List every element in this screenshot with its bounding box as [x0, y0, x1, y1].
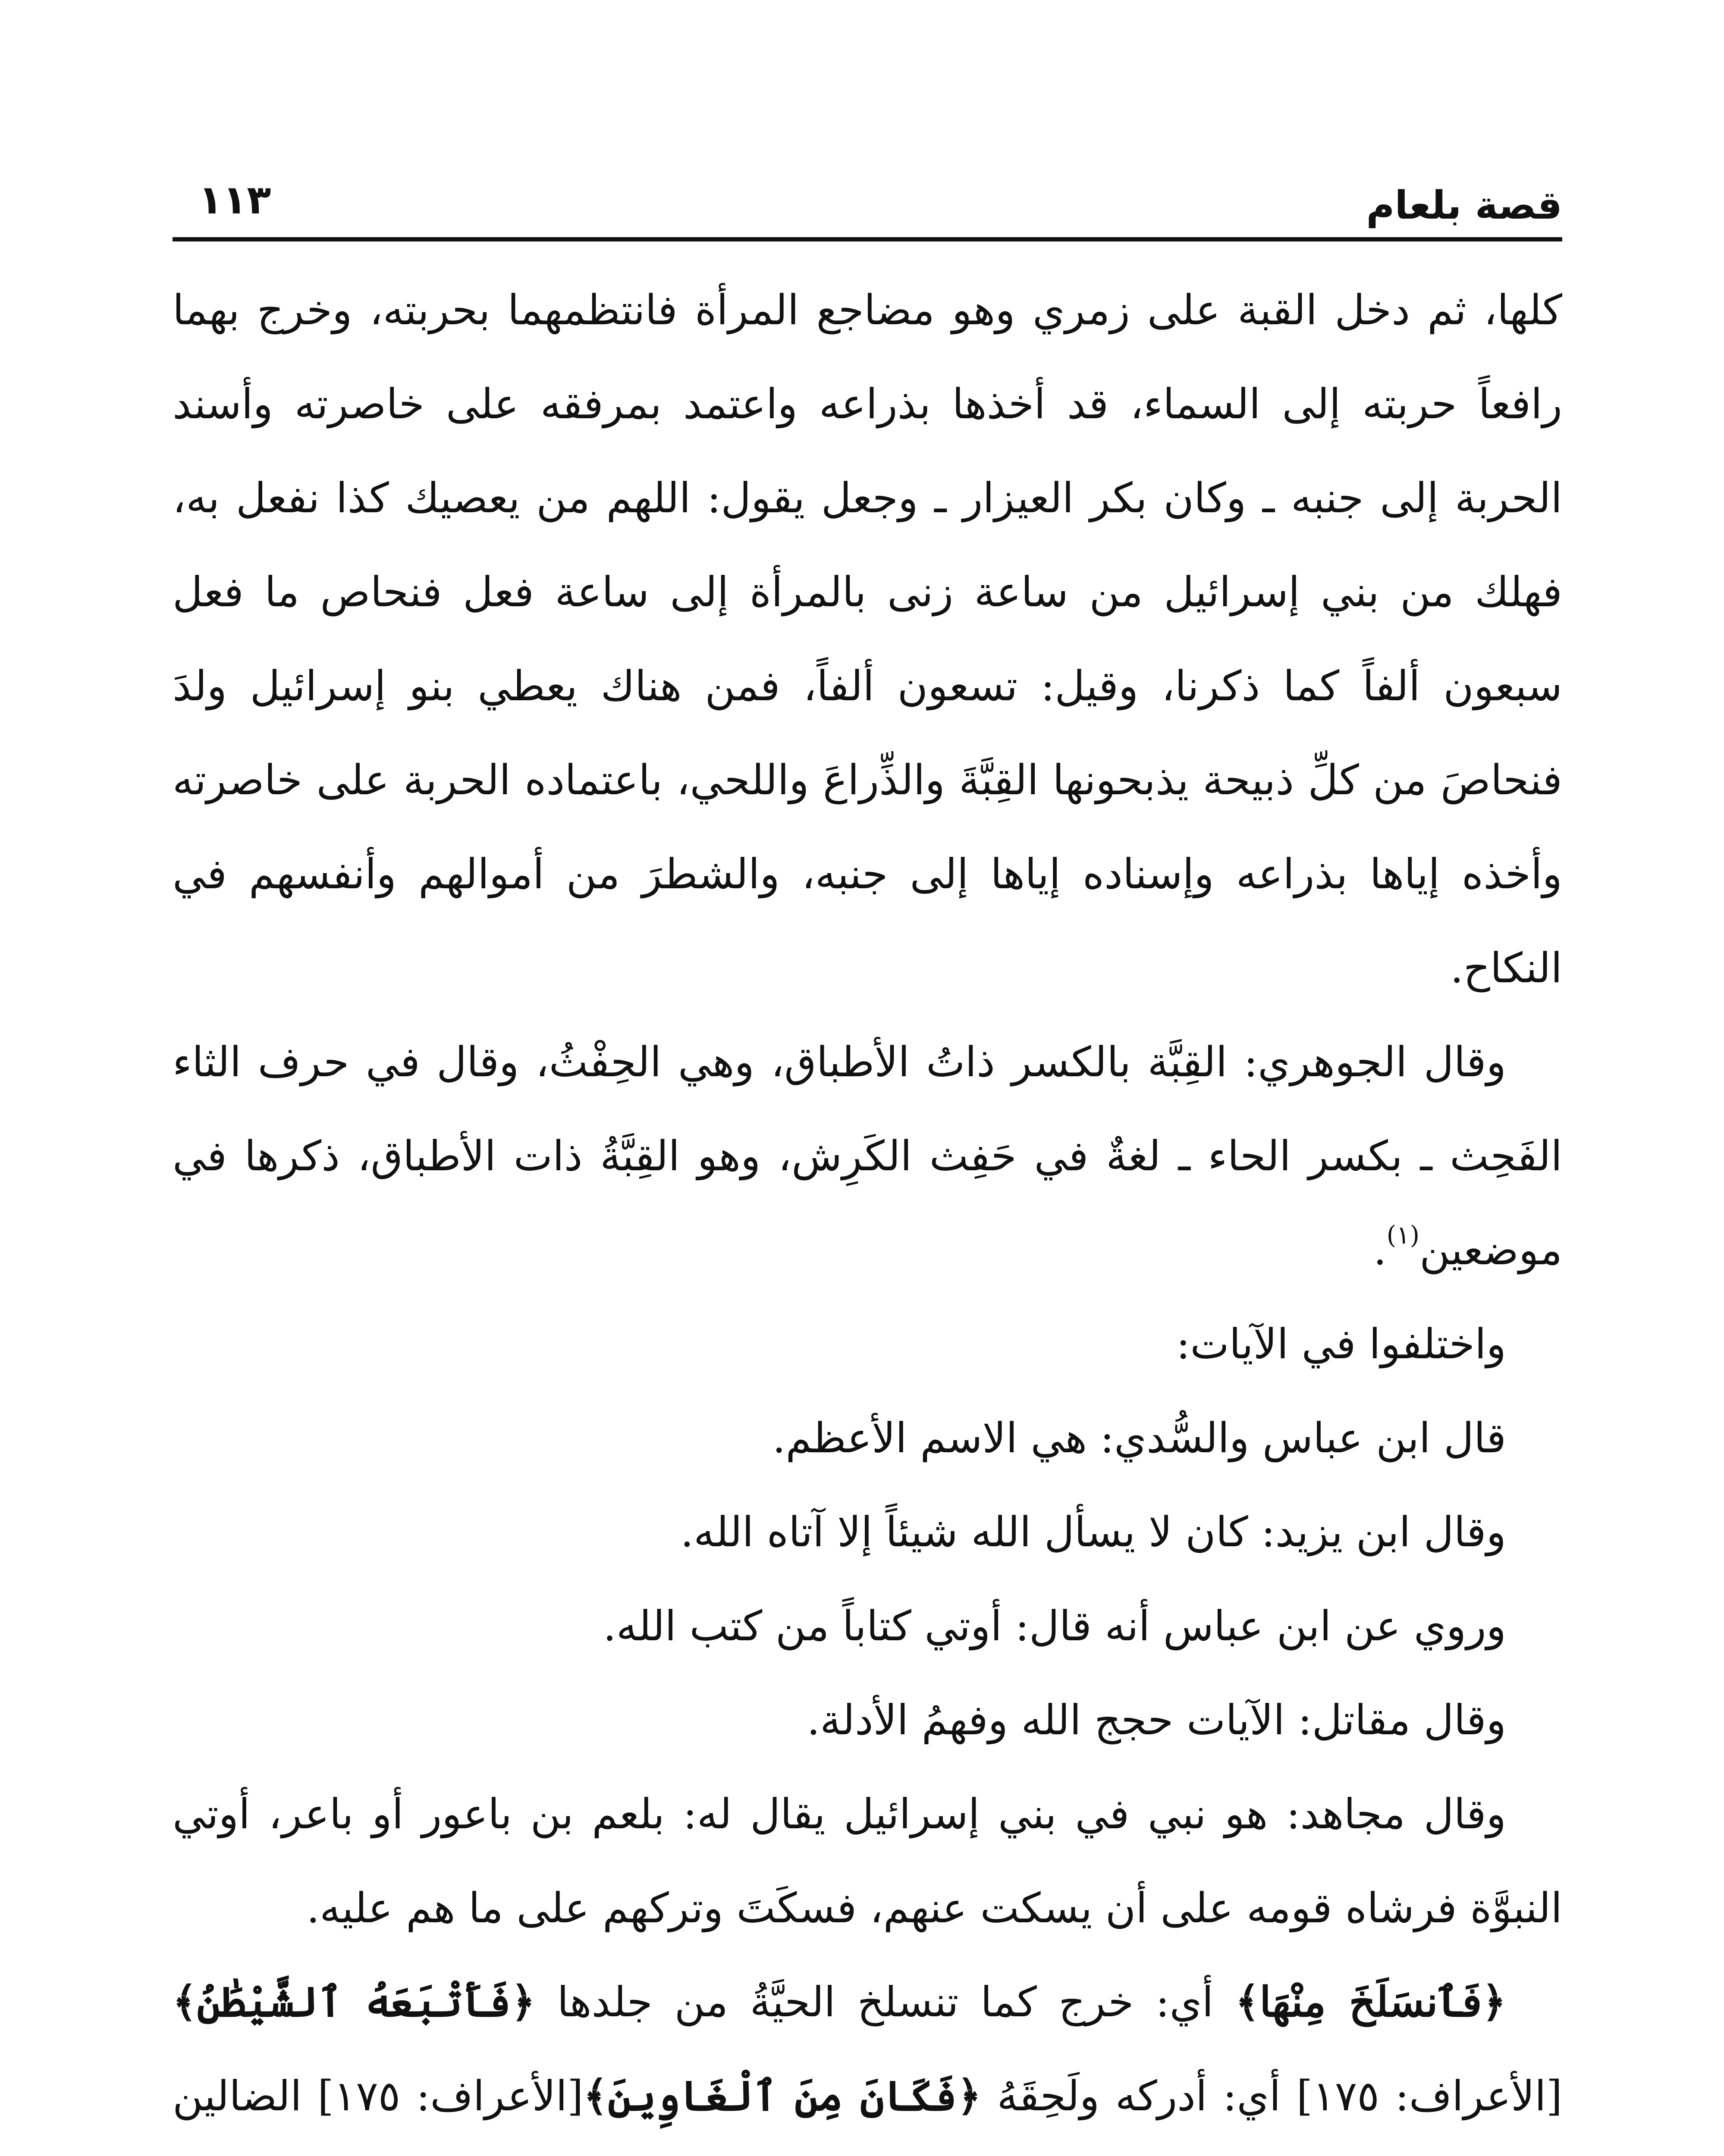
commentary-text: [الأعراف: ١٧٥] أي: أدركه ولَحِقَهُ — [981, 2072, 1563, 2120]
page-number: ١١٣ — [198, 177, 271, 223]
paragraph-2-end: . — [1373, 1226, 1387, 1274]
paragraph-7: وقال مقاتل: الآيات حجج الله وفهمُ الأدلة. — [807, 1696, 1506, 1744]
commentary-text: [الأعراف: ١٧٥] الضالين — [173, 2072, 584, 2120]
paragraph-6: وروي عن ابن عباس أنه قال: أوتي كتاباً من كتب الله. — [603, 1602, 1506, 1650]
paragraph-3: واختلفوا في الآيات: — [1176, 1320, 1506, 1368]
commentary-text: أي: خرج كما تنسلخ الحيَّةُ من جلدها — [535, 1978, 1235, 2026]
main-text — [173, 263, 1562, 2156]
quran-quote: ﴿فَكَانَ مِنَ ٱلْغَاوِينَ﴾ — [583, 2071, 982, 2120]
paragraph-9 — [173, 1955, 1562, 2156]
footnote-reference: (١) — [1386, 1220, 1420, 1250]
chapter-title: قصة بلعام — [1366, 183, 1562, 228]
paragraph-1: كلها، ثم دخل القبة على زمري وهو مضاجع المرأة فانتظمهما بحربته، وخرج بهما رافعاً حربته إلى السماء، قد أخذها بذراعه واعتمد بمرفقه على خاصرته وأسند الحربة إلى جنبه ـ وكان بكر العيزار ـ وجعل يقول: اللهم من يعصيك كذا نفعل به، فهلك من بني إسرائيل من ساعة زنى بالمرأة إلى ساعة فعل فنحاص ما فعل سبعون ألفاً كما ذكرنا، وقيل: تسعون ألفاً، فمن هناك يعطي بنو إسرائيل ولدَ فنحاصَ من كلِّ ذبيحة يذبحونها القِبَّةَ والذِّراعَ واللحي، باعتماده الحربة على خاصرته وأخذه إياها بذراعه وإسناده إياها إلى جنبه، والشطرَ من أموالهم وأنفسهم في النكاح. — [173, 286, 1563, 992]
paragraph-2 — [173, 1015, 1562, 1297]
paragraph-2-text: وقال الجوهري: القِبَّة بالكسر ذاتُ الأطباق، وهي الحِفْثُ، وقال في حرف الثاء الفَحِث ـ بكسر الحاء ـ لغةٌ في حَفِث الكَرِش، وهو القِبَّةُ ذات الأطباق، ذكرها في موضعين — [173, 1038, 1563, 1274]
paragraph-8: وقال مجاهد: هو نبي في بني إسرائيل يقال له: بلعم بن باعور أو باعر، أوتي النبوَّة فرشاه قومه على أن يسكت عنهم، فسكَتَ وتركهم على ما هم عليه. — [173, 1790, 1562, 1932]
quran-quote: ﴿فَٱنسَلَخَ مِنْهَا﴾ — [1235, 1977, 1507, 2026]
paragraph-5: وقال ابن يزيد: كان لا يسأل الله شيئاً إلا آتاه الله. — [680, 1508, 1506, 1556]
paragraph-4: قال ابن عباس والسُّدي: هي الاسم الأعظم. — [772, 1414, 1506, 1462]
page-header — [173, 129, 1562, 241]
quran-quote: ﴿فَأَتْبَعَهُ ٱلشَّيْطَٰنُ﴾ — [173, 1977, 535, 2026]
